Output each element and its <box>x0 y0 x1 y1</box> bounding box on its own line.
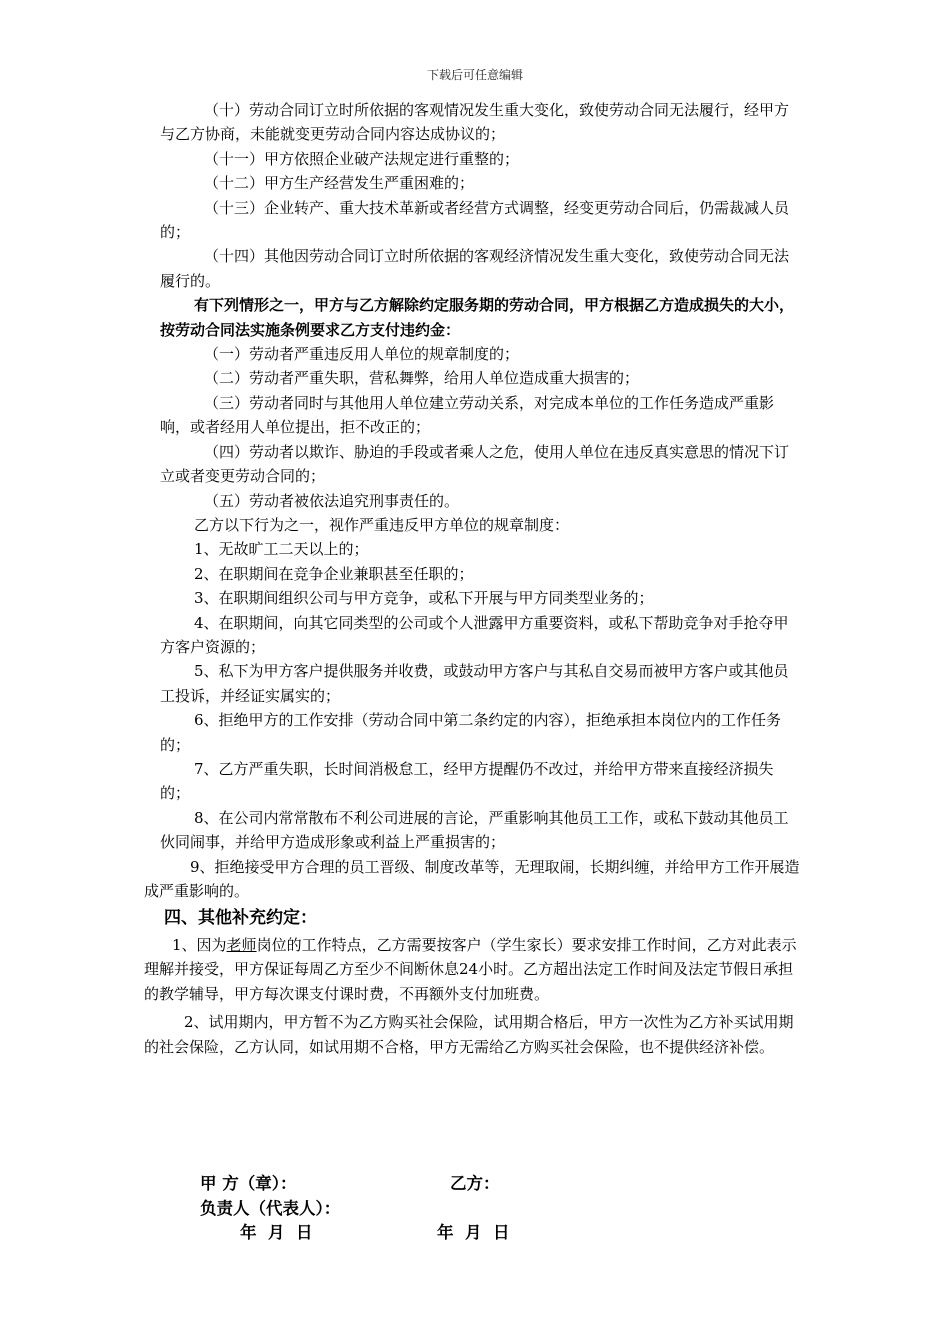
breach-heading: 有下列情形之一，甲方与乙方解除约定服务期的劳动合同，甲方根据乙方造成损失的大小，按劳动合同法实施条例要求乙方支付违约金： <box>160 296 795 339</box>
party-a-seal-label: 甲 方（章）： <box>200 1174 297 1193</box>
section-4-title: 四、其他补充约定： <box>164 908 317 929</box>
clause-13: （十三）企业转产、重大技术革新或者经营方式调整，经变更劳动合同后，仍需裁减人员的； <box>160 198 790 242</box>
breach-clause-4: （四）劳动者以欺诈、胁迫的手段或者乘人之危，使用人单位在违反真实意思的情况下订立或者变更劳动合同的； <box>160 442 790 486</box>
item-1-prefix: 1、因为 <box>172 935 227 954</box>
party-b-label: 乙方： <box>450 1174 500 1193</box>
page-header-note: 下载后可任意编辑 <box>426 68 523 82</box>
violation-4: 4、在职期间，向其它同类型的公司或个人泄露甲方重要资料，或私下帮助竞争对手抢夺甲方客户资源的； <box>160 613 789 656</box>
representative-label: 负责人（代表人）： <box>200 1199 341 1218</box>
breach-clause-3: （三）劳动者同时与其他用人单位建立劳动关系，对完成本单位的工作任务造成严重影响，或者经用人单位提出，拒不改正的； <box>160 393 775 437</box>
breach-clause-5: （五）劳动者被依法追究刑事责任的。 <box>204 491 460 510</box>
clause-10: （十）劳动合同订立时所依据的客观情况发生重大变化，致使劳动合同无法履行，经甲方与乙方协商，未能就变更劳动合同内容达成协议的； <box>160 101 790 144</box>
violation-6: 6、拒绝甲方的工作安排（劳动合同中第二条约定的内容），拒绝承担本岗位内的工作任务的； <box>160 711 782 754</box>
party-b-date: 年 月 日 <box>437 1223 510 1242</box>
clause-11: （十一）甲方依照企业破产法规定进行重整的； <box>204 149 520 168</box>
party-a-date: 年 月 日 <box>240 1223 313 1242</box>
item-1-rest: 岗位的工作特点，乙方需要按客户（学生家长）要求安排工作时间，乙方对此表示理解并接受，甲方保证每周乙方至少不间断休息24小时。乙方超出法定工作时间及法定节假日承担的教学辅导，甲方每次课支付课时费，不再额外支付加班费。 <box>144 935 797 1003</box>
breach-clause-1: （一）劳动者严重违反用人单位的规章制度的； <box>204 345 520 364</box>
violation-7: 7、乙方严重失职，长时间消极怠工，经甲方提醒仍不改过，并给甲方带来直接经济损失的； <box>160 759 774 803</box>
violation-3: 3、在职期间组织公司与甲方竞争，或私下开展与甲方同类型业务的； <box>194 589 654 608</box>
violation-8: 8、在公司内常常散布不利公司进展的言论，严重影响其他员工工作，或私下鼓动其他员工伙同闹事，并给甲方造成形象或利益上严重损害的； <box>160 808 789 852</box>
violation-5: 5、私下为甲方客户提供服务并收费，或鼓动甲方客户与其私自交易而被甲方客户或其他员工投诉，并经证实属实的； <box>160 662 789 705</box>
clause-12: （十二）甲方生产经营发生严重困难的； <box>204 174 475 193</box>
violation-heading: 乙方以下行为之一，视作严重违反甲方单位的规章制度： <box>194 515 570 534</box>
violation-2: 2、在职期间在竞争企业兼职甚至任职的； <box>194 564 474 583</box>
violation-1: 1、无故旷工二天以上的； <box>194 540 369 559</box>
breach-clause-2: （二）劳动者严重失职，营私舞弊，给用人单位造成重大损害的； <box>204 369 640 388</box>
clause-14: （十四）其他因劳动合同订立时所依据的客观经济情况发生重大变化，致使劳动合同无法履行的。 <box>160 247 790 290</box>
item-1-role: 老师 <box>226 935 257 954</box>
section-4-item-2: 2、试用期内，甲方暂不为乙方购买社会保险，试用期合格后，甲方一次性为乙方补买试用期的社会保险，乙方认同，如试用期不合格，甲方无需给乙方购买社会保险，也不提供经济补偿。 <box>144 1013 794 1057</box>
violation-9: 9、拒绝接受甲方合理的员工晋级、制度改革等，无理取闹，长期纠缠，并给甲方工作开展造成严重影响的。 <box>144 857 800 900</box>
section-4-item-1 <box>144 933 800 1006</box>
document-body <box>144 98 800 1060</box>
